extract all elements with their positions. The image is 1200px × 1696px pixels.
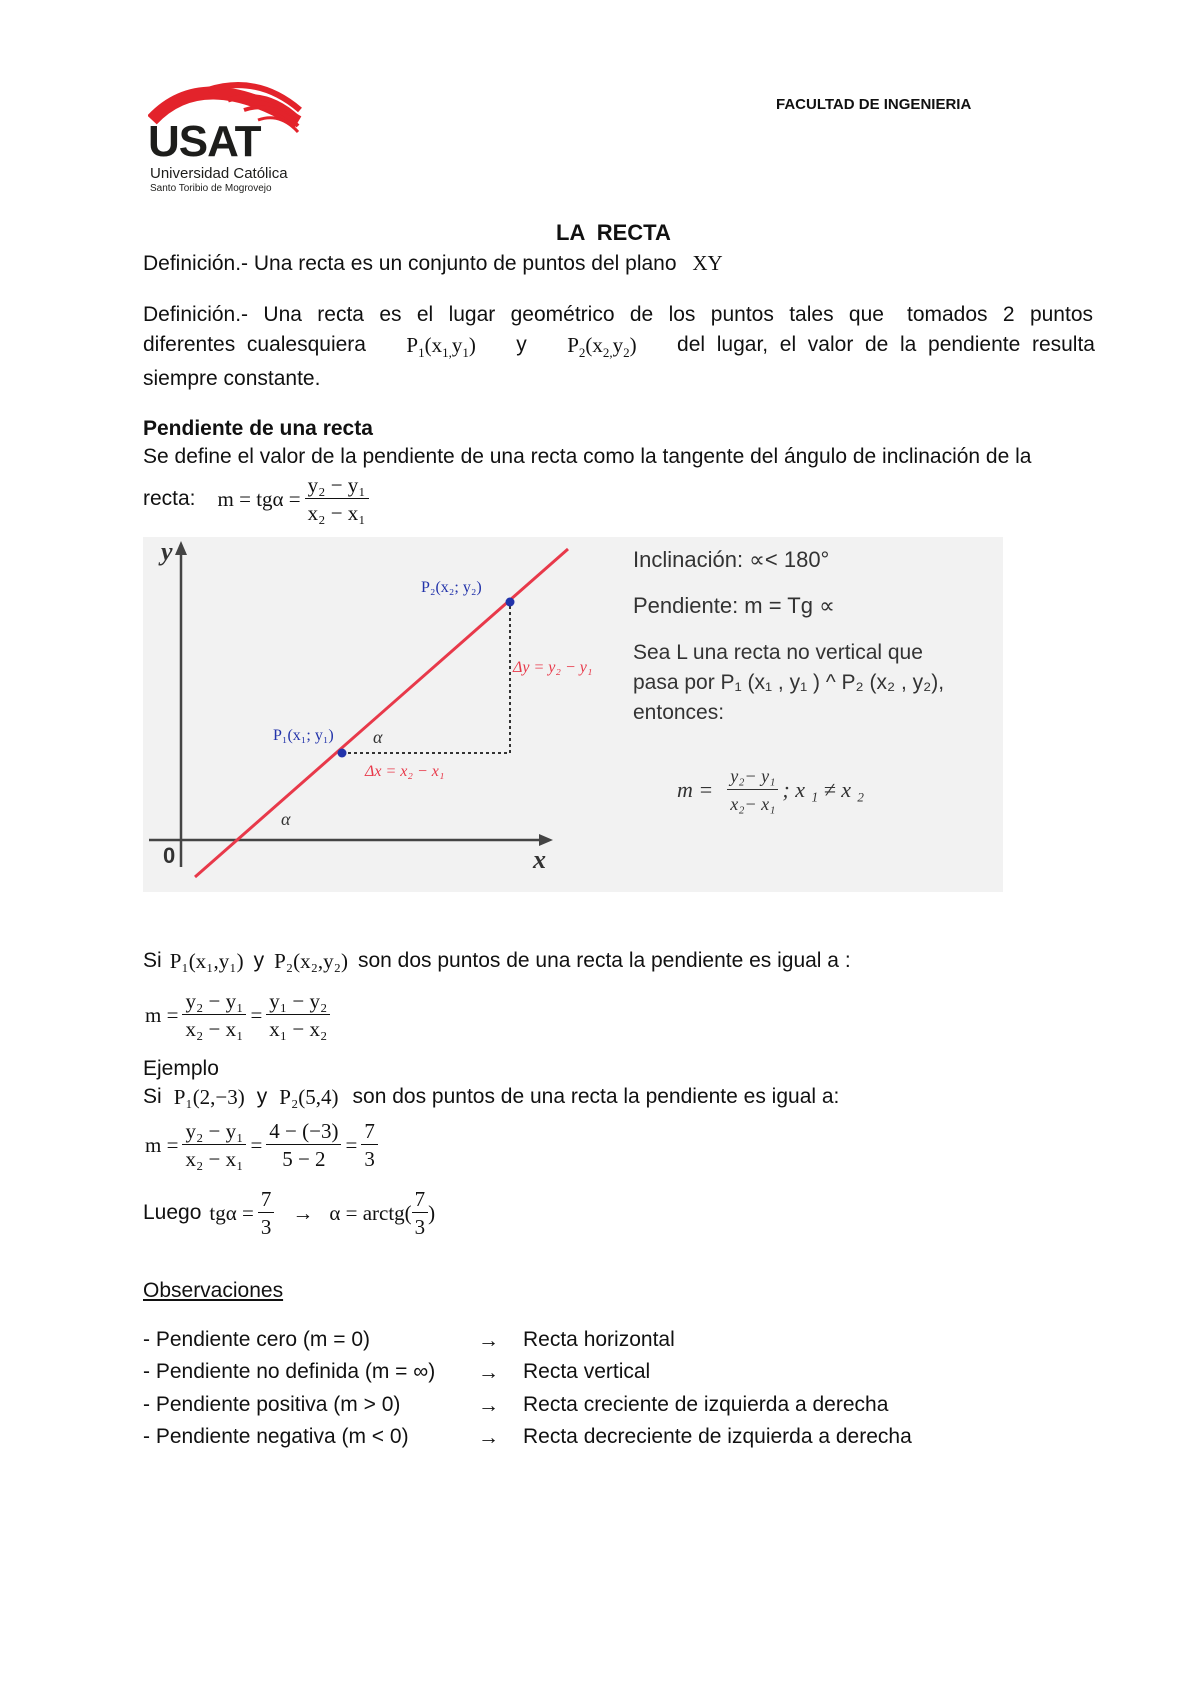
logo-name: USAT	[148, 117, 261, 166]
logo-line1: Universidad Católica	[150, 165, 288, 182]
slope-definition: Se define el valor de la pendiente de una recta como la tangente del ángulo de inclinación de la	[143, 445, 1032, 468]
point-p2-marker	[506, 598, 515, 607]
example-frac-3: $\frac{7}{3}$	[361, 1120, 378, 1170]
delta-y-label: Δy = y₂ − y₁	[513, 659, 593, 676]
usat-logo	[148, 70, 308, 194]
point-p2: $P_2(x_{2,}y_2)$	[567, 333, 637, 361]
example-frac-1: $\frac{\text{y₂ − y₁}}{\text{x₂ − x₁}}$	[182, 1120, 246, 1170]
p1-label: P₁(x₁; y₁)	[273, 727, 334, 744]
page-title: LA RECTA	[556, 220, 671, 245]
definition-1-plane: XY	[692, 251, 723, 275]
info-sea-3: entonces:	[633, 701, 725, 724]
info-sea-1: Sea L una recta no vertical que	[633, 641, 923, 664]
arrow-icon: →	[292, 1201, 314, 1225]
info-formula	[677, 765, 864, 815]
slope-figure	[143, 537, 1003, 892]
arrow-icon: →	[478, 1360, 499, 1384]
definition-2-line2	[143, 332, 1095, 366]
conjunction: y	[516, 333, 527, 356]
axis-x-label: x	[533, 845, 546, 874]
delta-x-label: Δx = x₂ − x₁	[365, 763, 445, 780]
two-points-p1: P₁(x₁,y₁)	[169, 949, 244, 973]
two-points-frac-1: $\frac{\text{y₂ − y₁}}{\text{x₂ − x₁}}$	[182, 990, 246, 1040]
example-frac-2: $\frac{4 - (-3)}{5 - 2}$	[266, 1120, 341, 1170]
slope-heading: Pendiente de una recta	[143, 417, 373, 440]
axis-y-label: y	[161, 537, 173, 566]
arrow-icon: →	[478, 1425, 499, 1449]
info-formula-condition: ; x ₁ ≠ x ₂	[782, 777, 865, 802]
alpha-label-upper: α	[373, 727, 383, 747]
definition-1-label: Definición.-	[143, 252, 249, 275]
info-formula-lhs: m =	[677, 777, 714, 802]
two-points-formula: m = $\frac{\text{y₂ − y₁}}{\text{x₂ − x₁}}$ = $\frac{\text{y₁ − y₂}}{\text{x₁ − x₂}}$	[145, 990, 334, 1040]
info-inclinacion: Inclinación: ∝< 180°	[633, 547, 830, 572]
p2-label: P₂(x₂; y₂)	[421, 579, 482, 596]
origin-label: 0	[163, 843, 176, 868]
definition-2-line3: siempre constante.	[143, 367, 321, 390]
info-sea-2: pasa por P₁ (x₁ , y₁ ) ^ P₂ (x₂ , y₂),	[633, 671, 945, 694]
definition-2-start: diferentes cualesquiera	[143, 333, 366, 356]
two-points-p2: P₂(x₂,y₂)	[274, 949, 348, 973]
example-heading: Ejemplo	[143, 1057, 219, 1080]
two-points-line: Si P₁(x₁,y₁) y P₂(x₂,y₂) son dos puntos de una recta la pendiente es igual a :	[143, 949, 851, 973]
alpha-label-lower: α	[281, 809, 291, 829]
definition-1	[143, 250, 723, 277]
logo-line2: Santo Toribio de Mogrovejo	[150, 183, 272, 194]
observations-heading: Observaciones	[143, 1279, 284, 1302]
slope-formula	[143, 474, 373, 524]
example-tg-fraction: $\frac{7}{3}$	[258, 1188, 275, 1238]
example-text: son dos puntos de una recta la pendiente es igual a:	[352, 1085, 840, 1108]
example-line: Si P₁(2,−3) y P₂(5,4) son dos puntos de una recta la pendiente es igual a:	[143, 1085, 840, 1109]
point-p1: $P_1(x_{1,}y_1)$	[406, 333, 476, 361]
definition-1-text: Una recta es un conjunto de puntos del plano	[253, 252, 677, 275]
two-points-text: son dos puntos de una recta la pendiente es igual a :	[357, 949, 851, 972]
slope-fraction: $\frac{\text{y₂ − y₁}}{\text{x₂ − x₁}}$	[305, 474, 369, 524]
slope-formula-prefix: recta:	[143, 487, 196, 510]
example-formula: m = $\frac{\text{y₂ − y₁}}{\text{x₂ − x₁}}$ = $\frac{4 - (-3)}{5 - 2}$ = $\frac{7}{3}$	[145, 1120, 382, 1170]
example-conclusion: Luego tgα = $\frac{7}{3}$ → α = arctg( $\frac{7}{3}$ )	[143, 1187, 436, 1239]
point-p1-marker	[338, 749, 347, 758]
arrow-icon: →	[478, 1393, 499, 1417]
arrow-icon: →	[478, 1328, 499, 1352]
two-points-frac-2: $\frac{\text{y₁ − y₂}}{\text{x₁ − x₂}}$	[266, 990, 330, 1040]
faculty-name: FACULTAD DE INGENIERIA	[776, 96, 972, 113]
info-pendiente: Pendiente: m = Tg ∝	[633, 593, 835, 618]
slope-formula-lhs: m = tgα =	[217, 487, 301, 511]
example-arctg-fraction: $\frac{7}{3}$	[412, 1188, 429, 1238]
example-p2: P₂(5,4)	[279, 1085, 339, 1109]
definition-2-line1: Definición.- Una recta es el lugar geométrico de los puntos tales que tomados 2 puntos	[143, 303, 1093, 326]
info-formula-fraction: $\frac{\text{y₂− y₁}}{\text{x₂− x₁}}$	[727, 765, 778, 815]
definition-2-end: del lugar, el valor de la pendiente resulta	[677, 333, 1095, 356]
example-p1: P₁(2,−3)	[173, 1085, 245, 1109]
